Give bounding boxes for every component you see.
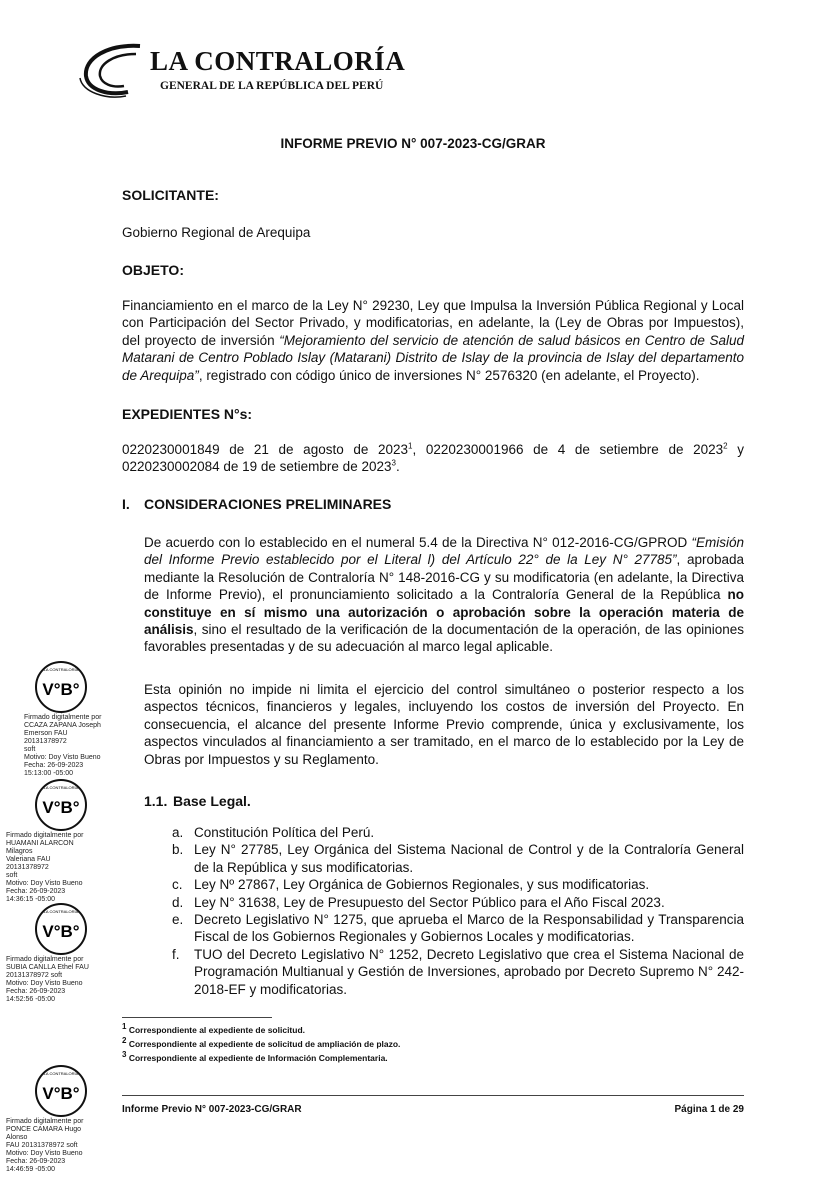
list-marker: e. — [172, 912, 184, 928]
list-marker: f. — [172, 946, 180, 962]
expediente-end: . — [395, 459, 400, 475]
footnote-number: 1 — [122, 1022, 127, 1032]
expedientes-paragraph — [122, 441, 744, 476]
svg-text:V°B°: V°B° — [42, 680, 80, 699]
s1p1-text-c: , aprobada mediante la Resolución de Contraloría N° 148-2016-CG y su modificatoria (en adelante, la Directiva de Informe Previo), el pronunciamiento solicitado a la Contraloría General de la República — [144, 552, 744, 603]
objeto-heading: OBJETO: — [122, 262, 184, 278]
contraloria-logo-icon — [78, 40, 148, 100]
svg-text:V°B°: V°B° — [42, 798, 80, 817]
list-item — [172, 911, 744, 946]
list-marker: a. — [172, 825, 184, 840]
base-legal-number: 1.1. — [144, 793, 168, 809]
logo-title: LA CONTRALORÍA — [150, 46, 406, 76]
list-item — [172, 824, 744, 841]
vb-stamp-3 — [6, 902, 94, 1004]
objeto-text-1: Financiamiento en el marco de la Ley N° 29230, Ley que Impulsa la Inversión Pública Regional y Local con Participación del Sector Privado, y modificatorias, en adelante, la (Ley de Obras por Impuestos), del proyecto de inversión — [122, 298, 744, 348]
base-legal-title: Base Legal. — [173, 793, 251, 809]
footnote-number: 3 — [122, 1050, 127, 1060]
footnote-2 — [122, 1036, 401, 1049]
svg-text:LA CONTRALORÍA: LA CONTRALORÍA — [43, 1071, 79, 1076]
vb-seal-icon — [34, 660, 88, 714]
vb-seal-icon — [34, 902, 88, 956]
vb-seal-icon — [34, 778, 88, 832]
vb-signature-text: Firmado digitalmente por PONCE CAMARA Hugo Alonso FAU 20131378972 soft Motivo: Doy Visto Bueno Fecha: 26-09-2023 14:46:59 -05:00 — [6, 1118, 84, 1173]
vb-seal-icon — [34, 1064, 88, 1118]
footnote-text: Correspondiente al expediente de solicitud. — [128, 1025, 306, 1035]
svg-text:LA CONTRALORÍA: LA CONTRALORÍA — [43, 785, 79, 790]
list-item-text: Ley Nº 27867, Ley Orgánica de Gobiernos Regionales, y sus modificatorias. — [194, 877, 650, 893]
expediente-1: 0220230001849 de 21 de agosto de 2023 — [122, 442, 409, 457]
footnote-ref-3: 3 — [391, 458, 396, 468]
objeto-project-name: “Mejoramiento del servicio de atención de salud básicos en Centro de Salud Matarani de Centro Poblado Islay (Matarani) Distrito de Islay de la provincia de Islay del departamento de Arequipa” — [122, 332, 745, 383]
list-marker: b. — [172, 842, 184, 858]
footnote-3 — [122, 1050, 388, 1063]
objeto-paragraph — [122, 297, 744, 384]
section-1-paragraph-1 — [144, 534, 744, 656]
list-item-text: Ley N° 27785, Ley Orgánica del Sistema Nacional de Control y de la Contraloría General de la República y sus modificatorias. — [194, 842, 744, 875]
vb-signature-text: Firmado digitalmente por CCAZA ZAPANA Joseph Emerson FAU 20131378972 soft Motivo: Doy Visto Bueno Fecha: 26-09-2023 15:13:00 -05:00 — [24, 714, 102, 777]
section-1-number: I. — [122, 496, 130, 512]
section-1-title: CONSIDERACIONES PRELIMINARES — [144, 496, 392, 512]
svg-text:V°B°: V°B° — [42, 922, 80, 941]
footnote-1 — [122, 1022, 306, 1035]
document-title: INFORME PREVIO N° 007-2023-CG/GRAR — [280, 136, 546, 151]
list-item — [172, 841, 744, 876]
objeto-text-3: , registrado con código único de inversiones N° 2576320 (en adelante, el Proyecto). — [198, 367, 700, 383]
footnote-ref-1: 1 — [408, 441, 413, 451]
footnote-divider — [122, 1017, 272, 1018]
vb-stamp-4 — [6, 1064, 94, 1174]
s1p1-emphasis: no constituye en sí mismo una autorización o aprobación sobre la operación materia de análisis — [144, 587, 744, 638]
section-1-paragraph-2: Esta opinión no impide ni limita el ejercicio del control simultáneo o posterior respecto a los aspectos técnicos, financieros y legales, incluyendo los costos de inversión del Proyecto. En consecuencia, el alcance del presente Informe Previo comprende, única y exclusivamente, los aspectos vinculados al financiamiento a ser tramitado, en el marco de lo establecido por la Ley de Obras por Impuestos y su Reglamento. — [144, 682, 744, 767]
footer-page-number: Página 1 de 29 — [674, 1104, 744, 1115]
expediente-3: y 0220230002084 de 19 de setiembre de 2023 — [122, 442, 744, 475]
list-item-text: Ley N° 31638, Ley de Presupuesto del Sector Público para el Año Fiscal 2023. — [194, 894, 665, 910]
svg-text:LA CONTRALORÍA: LA CONTRALORÍA — [43, 909, 79, 914]
list-item-text: TUO del Decreto Legislativo N° 1252, Decreto Legislativo que crea el Sistema Nacional de Programación Multianual y Gestión de Inversiones, aprobado por Decreto Supremo N° 242-2018-EF y modificatorias. — [194, 946, 744, 997]
svg-text:V°B°: V°B° — [42, 1084, 80, 1103]
footnote-text: Correspondiente al expediente de solicitud de ampliación de plazo. — [128, 1039, 401, 1049]
footnote-ref-2: 2 — [723, 441, 728, 451]
svg-text:LA CONTRALORÍA: LA CONTRALORÍA — [43, 667, 79, 672]
s1p1-text-a: De acuerdo con lo establecido en el numeral 5.4 de la Directiva N° 012-2016-CG/GPROD — [144, 535, 692, 550]
list-marker: c. — [172, 877, 183, 893]
vb-signature-text: Firmado digitalmente por HUAMANI ALARCON Milagros Valeriana FAU 20131378972 soft Motivo: Doy Visto Bueno Fecha: 26-09-2023 14:36:15 -05:00 — [6, 832, 84, 903]
list-item — [172, 946, 744, 998]
expedientes-heading: EXPEDIENTES N°s: — [122, 406, 253, 422]
list-item — [172, 894, 744, 911]
vb-signature-text: Firmado digitalmente por SUBIA CANLLA Ethel FAU 20131378972 soft Motivo: Doy Visto Bueno Fecha: 26-09-2023 14:52:56 -05:00 — [6, 956, 89, 1003]
base-legal-list — [172, 824, 744, 998]
footer-document-id: Informe Previo N° 007-2023-CG/GRAR — [122, 1104, 302, 1115]
s1p1-text-e: , sino el resultado de la verificación de la documentación de la operación, de las opiniones favorables presentadas y de su adecuación al marco legal aplicable. — [144, 622, 744, 655]
vb-stamp-1 — [24, 660, 112, 778]
footnote-text: Correspondiente al expediente de Información Complementaria. — [128, 1053, 388, 1063]
list-item-text: Constitución Política del Perú. — [194, 825, 375, 840]
solicitante-text: Gobierno Regional de Arequipa — [122, 225, 311, 240]
footnote-number: 2 — [122, 1036, 127, 1046]
expediente-2: , 0220230001966 de 4 de setiembre de 2023 — [412, 442, 724, 457]
solicitante-heading: SOLICITANTE: — [122, 187, 219, 203]
s1p1-directive-title: “Emisión del Informe Previo establecido por el Literal l) del Artículo 22° de la Ley N° 27785” — [144, 535, 744, 568]
vb-stamp-2 — [6, 778, 94, 904]
list-marker: d. — [172, 894, 184, 910]
logo-subtitle: GENERAL DE LA REPÚBLICA DEL PERÚ — [160, 80, 384, 92]
footer-divider — [122, 1095, 744, 1096]
list-item-text: Decreto Legislativo N° 1275, que aprueba el Marco de la Responsabilidad y Transparencia Fiscal de los Gobiernos Regionales y Gobiernos Locales y modificatorias. — [194, 912, 744, 945]
list-item — [172, 876, 744, 893]
